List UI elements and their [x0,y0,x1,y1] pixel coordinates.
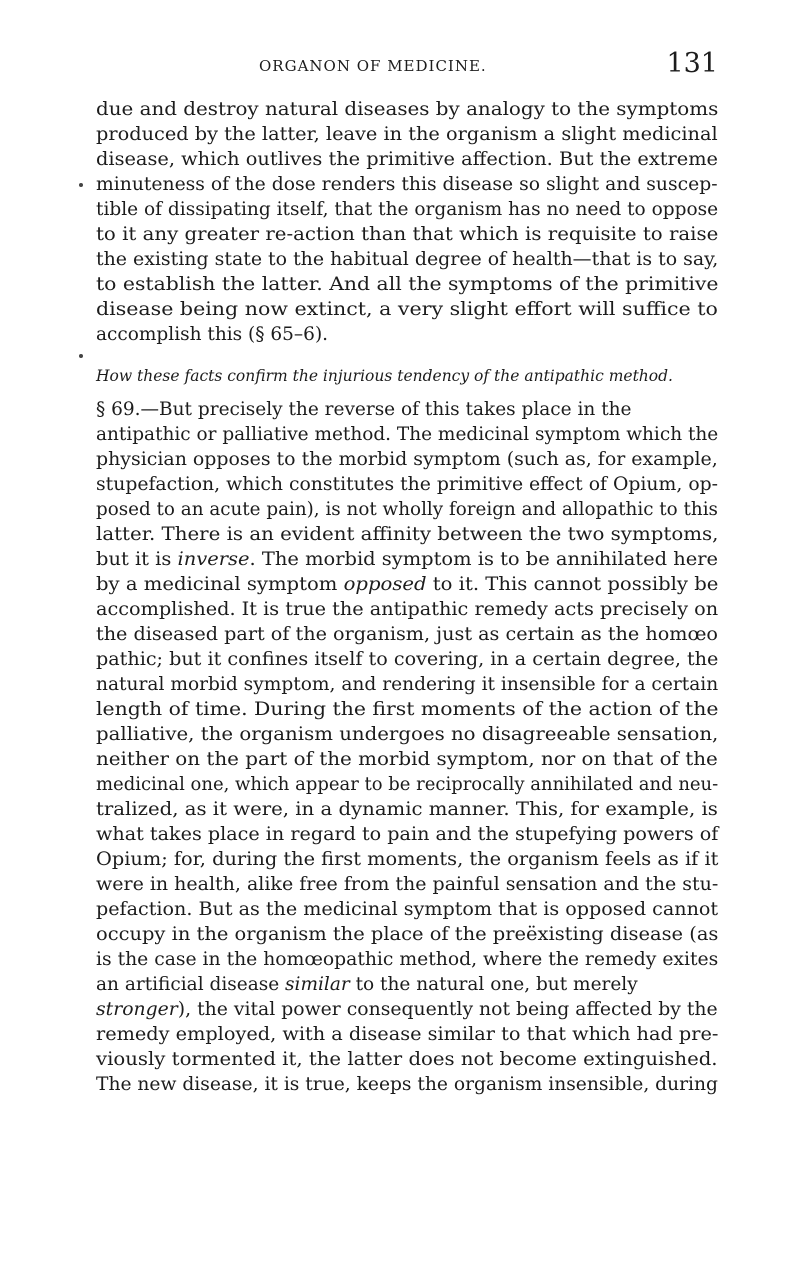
text-line: due and destroy natural diseases by analogy to the symptoms [96,99,719,120]
text-line: remedy employed, with a disease similar to that which had pre- [96,1024,719,1045]
text-line: accomplished. It is true the antipathic remedy acts precisely on [96,599,719,620]
text-line: pathic; but it confines itself to covering, in a certain degree, the [96,649,719,670]
section-caption: How these facts confirm the injurious tendency of the antipathic method. [96,367,673,385]
text-line: produced by the latter, leave in the organism a slight medicinal [96,124,718,145]
emphasis-text: similar [285,974,350,995]
text-line: disease being now extinct, a very slight effort will suffice to [96,299,718,320]
margin-speck [79,183,83,187]
text-line: length of time. During the first moments of the action of the [96,699,719,720]
text-run: by a medicinal symptom [96,574,344,595]
text-run: to the natural one, but merely [349,974,638,995]
margin-speck [79,354,83,358]
text-line [96,548,718,572]
text-line [96,573,718,597]
text-line: natural morbid symptom, and rendering it insensible for a certain [96,674,719,695]
text-line: Opium; for, during the first moments, the organism feels as if it [96,849,719,870]
text-line: medicinal one, which appear to be reciprocally annihilated and neu- [96,774,719,795]
text-run: to it. This cannot possibly be [426,574,719,595]
running-title: ORGANON OF MEDICINE. [259,57,487,75]
text-line: to establish the latter. And all the symptoms of the primitive [96,274,719,295]
text-run: an artificial disease [96,974,286,995]
text-line: pefaction. But as the medicinal symptom that is opposed cannot [96,899,719,920]
text-line: disease, which outlives the primitive affection. But the extreme [96,149,718,170]
text-line: physician opposes to the morbid symptom (such as, for example, [96,449,718,470]
text-line [96,998,718,1022]
running-head [96,48,718,80]
emphasis-text: opposed [343,574,427,595]
text-line: accomplish this (§ 65–6). [96,324,329,345]
text-line: neither on the part of the morbid symptom, nor on that of the [96,749,718,770]
text-line: stupefaction, which constitutes the primitive effect of Opium, op- [96,474,719,495]
text-line: antipathic or palliative method. The medicinal symptom which the [96,424,719,445]
text-line: minuteness of the dose renders this disease so slight and suscep- [96,174,718,195]
emphasis-text: inverse [177,549,250,570]
text-line: viously tormented it, the latter does not become extinguished. [96,1049,718,1070]
text-line: what takes place in regard to pain and the stupefying powers of [96,824,719,845]
text-run: . The morbid symptom is to be annihilated here [249,549,719,570]
text-line: to it any greater re-action than that which is requisite to raise [96,224,719,245]
emphasis-text: stronger [96,999,178,1020]
text-line: the existing state to the habitual degree of health—that is to say, [96,249,719,270]
text-line: occupy in the organism the place of the preëxisting disease (as [96,924,719,945]
text-line: posed to an acute pain), is not wholly foreign and allopathic to this [96,499,718,520]
page-number: 131 [666,48,718,79]
text-line: is the case in the homœopathic method, where the remedy exites [96,949,719,970]
text-line: tible of dissipating itself, that the organism has no need to oppose [96,199,719,220]
text-line: tralized, as it were, in a dynamic manner. This, for example, is [96,799,718,820]
text-line: The new disease, it is true, keeps the organism insensible, during [96,1074,718,1095]
text-line: the diseased part of the organism, just as certain as the homœo [96,624,718,645]
text-run: ), the vital power consequently not being affected by the [177,999,718,1020]
text-line: § 69.—But precisely the reverse of this takes place in the [96,399,632,420]
text-line: palliative, the organism undergoes no disagreeable sensation, [96,724,719,745]
text-line [96,973,638,997]
text-run: but it is [96,549,178,570]
text-line: latter. There is an evident affinity between the two symptoms, [96,524,719,545]
text-line: were in health, alike free from the painful sensation and the stu- [96,874,719,895]
